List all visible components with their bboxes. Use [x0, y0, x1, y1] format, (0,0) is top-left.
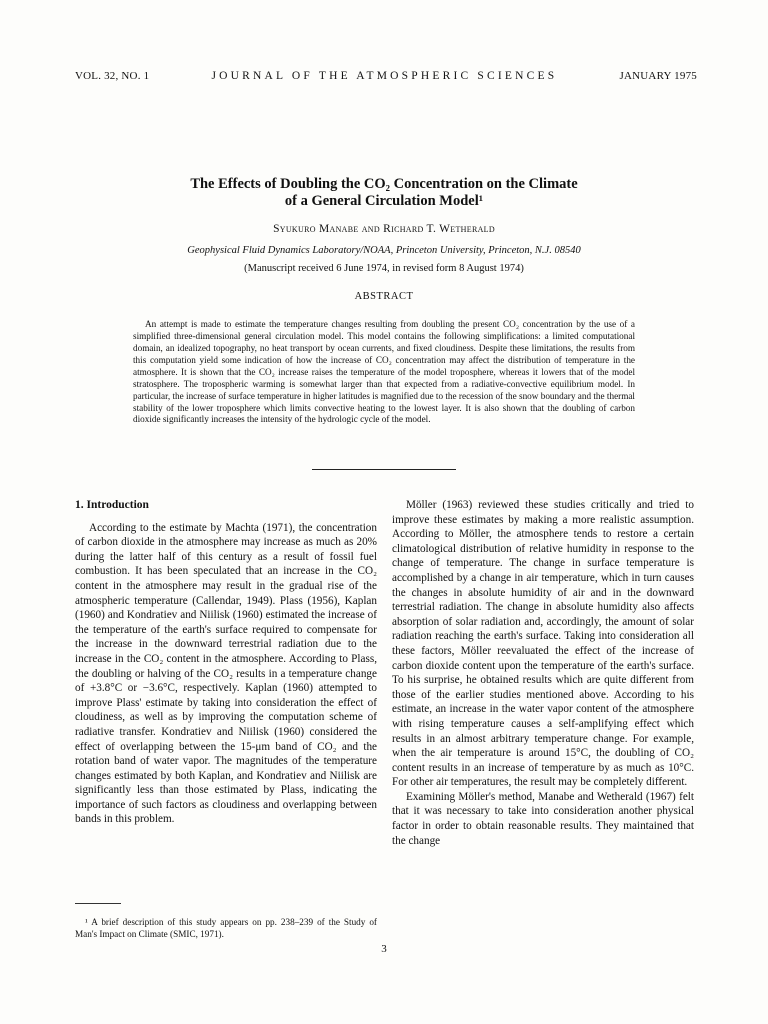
footnote: ¹ A brief description of this study appears on pp. 238–239 of the Study of Man's Impact on Climate (SMIC, 1971). — [75, 917, 377, 939]
journal-name: JOURNAL OF THE ATMOSPHERIC SCIENCES — [211, 70, 558, 82]
author-affiliation: Geophysical Fluid Dynamics Laboratory/NOAA, Princeton University, Princeton, N.J. 08540 — [187, 245, 581, 256]
body-paragraph: According to the estimate by Machta (1971), the concentration of carbon dioxide in the atmosphere may increase as much as 20% during the latter half of this century as a result of fossil fuel combustion. It has been speculated that an increase in the CO₂ content in the atmosphere may result in the gradual rise of the atmospheric temperature (Callendar, 1949). Plass (1956), Kaplan (1960) and Kondratiev and Niilisk (1960) estimated the increase of the temperature of the earth's surface required to compensate for the increase in the downward terrestrial radiation due to the increase in the CO₂ content in the atmosphere. According to Plass, the doubling or halving of the CO₂ results in a temperature change of +3.8°C or −3.6°C, respectively. Kaplan (1960) attempted to improve Plass' estimate by taking into consideration the effect of cloudiness, as well as by improving the computation scheme of radiative transfer. Kondratiev and Niilisk (1960) considered the effect of overlapping between the 15-μm band of CO₂ and the rotation band of water vapor. The magnitudes of the temperature changes estimated by both Kaplan, and Kondratiev and Niilisk are significantly less than those estimated by Plass, indicating the importance of such factors as cloudiness and overlapping between bands in this problem. — [75, 521, 377, 826]
footnote-divider — [75, 903, 121, 904]
left-column — [75, 498, 377, 827]
issue-date: JANUARY 1975 — [619, 70, 697, 82]
article-title — [120, 176, 648, 210]
body-paragraph: Möller (1963) reviewed these studies critically and tried to improve these estimates by making a more realistic assumption. According to Möller, the atmosphere tends to restore a certain climatological distribution of relative humidity in response to the change of temperature. The change in surface temperature is accomplished by a change in air temperature, which in turn causes the changes in absolute humidity of air and in the downward terrestrial radiation. The change in absolute humidity also affects absorption of solar radiation and, accordingly, the amount of solar radiation reaching the earth's surface. Taking into consideration all these factors, Möller reevaluated the effect of the increase of carbon dioxide content upon the temperature of the earth's surface. To his surprise, he obtained results which are quite different from those of the earlier studies mentioned above. According to his estimate, an increase in the water vapor content of the atmosphere with rising temperature causes a self-amplifying effect which results in an almost arbitrary temperature change. For example, when the air temperature is around 15°C, the doubling of CO₂ content results in an increase of temperature by as much as 10°C. For other air temperatures, the result may be completely different. — [392, 499, 694, 789]
abstract-heading: ABSTRACT — [354, 291, 414, 302]
right-column — [392, 498, 694, 848]
running-head — [75, 70, 697, 82]
title-line-2: of a General Circulation Model¹ — [284, 193, 484, 209]
title-line-1: The Effects of Doubling the CO₂ Concentration on the Climate — [190, 176, 578, 192]
abstract-text: An attempt is made to estimate the temperature changes resulting from doubling the present CO₂ concentration by the use of a simplified three-dimensional general circulation model. This model contains the following simplifications: a limited computational domain, an idealized topography, no heat transport by ocean currents, and fixed cloudiness. Despite these limitations, the results from this computation yield some indication of how the increase of CO₂ concentration may affect the distribution of temperature in the atmosphere. It is shown that the CO₂ increase raises the temperature of the model troposphere, whereas it lowers that of the model stratosphere. The tropospheric warming is somewhat larger than that expected from a radiative-convective equilibrium model. In particular, the increase of surface temperature in higher latitudes is magnified due to the recession of the snow boundary and the thermal stability of the lower troposphere which limits convective heating to the lowest layer. It is also shown that the doubling of carbon dioxide significantly increases the intensity of the hydrologic cycle of the model. — [133, 319, 635, 425]
author-list: Syukuro Manabe and Richard T. Wetherald — [273, 223, 495, 235]
volume-issue: VOL. 32, NO. 1 — [75, 70, 150, 82]
page-number: 3 — [381, 943, 387, 955]
section-heading-introduction: 1. Introduction — [75, 499, 149, 511]
body-paragraph: Examining Möller's method, Manabe and Wetherald (1967) felt that it was necessary to take into consideration another physical factor in order to obtain reasonable results. They maintained that the change — [392, 790, 694, 847]
section-divider — [312, 469, 456, 470]
manuscript-dates: (Manuscript received 6 June 1974, in revised form 8 August 1974) — [244, 263, 524, 274]
